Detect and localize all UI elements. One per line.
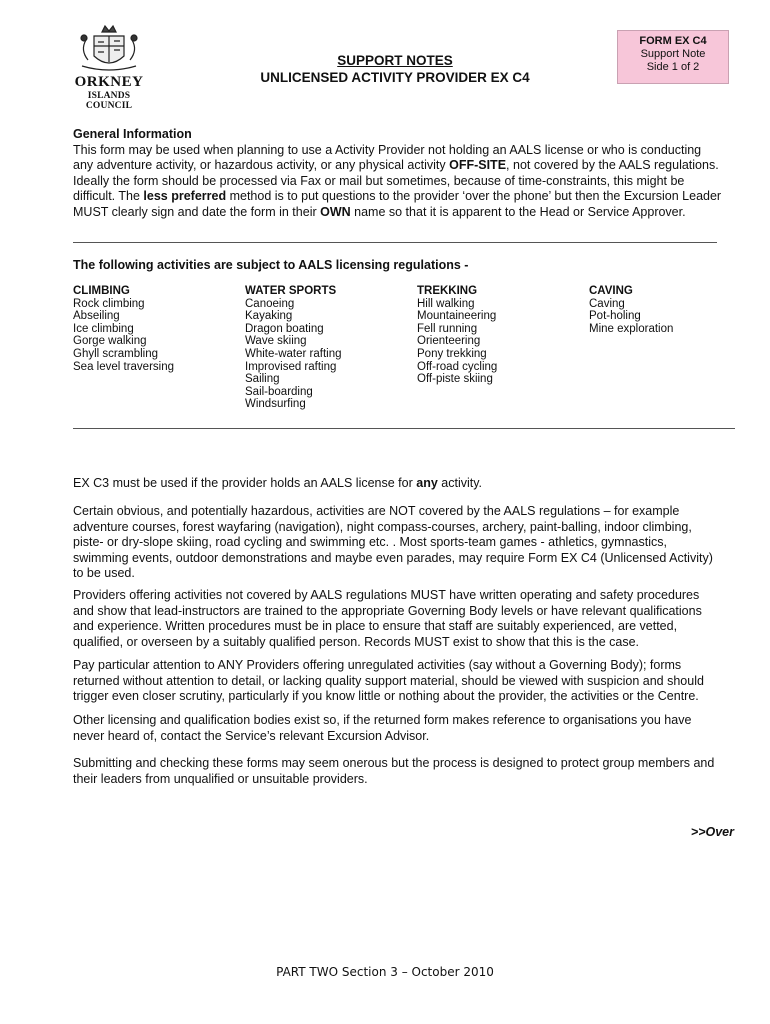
list-item: Mountaineering bbox=[417, 310, 497, 323]
list-item: White-water rafting bbox=[245, 347, 342, 360]
list-item: Caving bbox=[589, 297, 625, 310]
list-item: Off-road cycling bbox=[417, 360, 498, 373]
paragraph-providers: Providers offering activities not covered by AALS regulations MUST have written operating and safety procedures and show that lead-instructors are trained to the appropriate Governing Body levels or have relevant qualifications and experience. Written procedures must be in place to ensure that staff are suitably experienced, are vetted, qualified, or overseen by a suitably qualified person. Records MUST exist to show that this is the case. bbox=[73, 588, 702, 649]
divider-top bbox=[73, 242, 717, 243]
list-item: Improvised rafting bbox=[245, 360, 337, 373]
general-text: This form may be used when planning to use a Activity Provider not holding an AALS license or who is conducting any adventure activity, or hazardous activity, or any physical activity OFF-SITE, not covered by the AALS regulations. Ideally the form should be processed via Fax or mail but sometimes, because of time-constraints, this might be difficult. The less preferred method is to put questions to the provider ‘over the phone’ but then the Excursion Leader MUST clearly sign and date the form in their OWN name so that it is apparent to the Head or Service Approver. bbox=[73, 142, 722, 219]
list-item: Rock climbing bbox=[73, 297, 145, 310]
council-logo bbox=[64, 22, 154, 111]
activity-column-trekking bbox=[417, 285, 497, 386]
paragraph-other-bodies: Other licensing and qualification bodies exist so, if the returned form makes reference to organisations you have never heard of, contact the Service’s relevant Excursion Advisor. bbox=[73, 713, 692, 743]
list-item: Pony trekking bbox=[417, 347, 487, 360]
list-item: Hill walking bbox=[417, 297, 475, 310]
list-item: Canoeing bbox=[245, 297, 295, 310]
list-item: Mine exploration bbox=[589, 322, 674, 335]
activities-heading: The following activities are subject to AALS licensing regulations - bbox=[73, 258, 469, 272]
general-heading: General Information bbox=[73, 127, 192, 141]
paragraph-not-covered: Certain obvious, and potentially hazardous, activities are NOT covered by the AALS regulations – for example adventure courses, forest wayfaring (navigation), night compass-courses, archery, paint-balling, indoor climbing, piste- or dry-slope skiing, road cycling and swimming etc. . Most sports-team games - athletics, gymnastics, swimming events, outdoor demonstrations and maybe even parades, may require Form EX C4 (Unlicensed Activity) to be used. bbox=[73, 504, 713, 580]
list-item: Gorge walking bbox=[73, 335, 147, 348]
list-item: Ice climbing bbox=[73, 322, 134, 335]
list-item: Sea level traversing bbox=[73, 360, 174, 373]
general-information bbox=[73, 127, 723, 220]
form-note: Support Note bbox=[640, 48, 706, 60]
list-item: Orienteering bbox=[417, 335, 481, 348]
list-item: Abseiling bbox=[73, 310, 120, 323]
list-item: Pot-holing bbox=[589, 310, 641, 323]
page-footer: PART TWO Section 3 – October 2010 bbox=[276, 965, 494, 979]
logo-council: ISLANDS COUNCIL bbox=[85, 91, 133, 111]
paragraph-submitting: Submitting and checking these forms may seem onerous but the process is designed to protect group members and their leaders from unqualified or unsuitable providers. bbox=[73, 756, 715, 786]
column-title: CAVING bbox=[589, 285, 633, 297]
title-line-2: UNLICENSED ACTIVITY PROVIDER EX C4 bbox=[260, 70, 530, 85]
list-item: Ghyll scrambling bbox=[73, 347, 158, 360]
list-item: Dragon boating bbox=[245, 322, 324, 335]
form-code: FORM EX C4 bbox=[639, 35, 707, 47]
list-item: Wave skiing bbox=[245, 335, 307, 348]
paragraph-attention: Pay particular attention to ANY Providers offering unregulated activities (say without a Governing Body); forms returned without attention to detail, or lacking quality support material, should be viewed with suspicion and should trigger even closer scrutiny, particularly if you know little or nothing about the provider, the activities or the Centre. bbox=[73, 658, 704, 703]
list-item: Sailing bbox=[245, 373, 280, 386]
list-item: Kayaking bbox=[245, 310, 293, 323]
orkney-crest-icon bbox=[64, 22, 154, 74]
list-item: Sail-boarding bbox=[245, 385, 313, 398]
activity-column-water-sports bbox=[245, 285, 342, 411]
divider-bottom bbox=[73, 428, 735, 429]
list-item: Windsurfing bbox=[245, 398, 306, 411]
logo-name: ORKNEY bbox=[74, 74, 144, 90]
form-side: Side 1 of 2 bbox=[646, 61, 700, 73]
column-title: TREKKING bbox=[417, 285, 478, 297]
activity-column-caving bbox=[589, 285, 673, 335]
list-item: Off-piste skiing bbox=[417, 373, 493, 386]
form-code-box bbox=[617, 30, 729, 84]
column-title: CLIMBING bbox=[73, 285, 130, 297]
title-line-1: SUPPORT NOTES bbox=[337, 53, 453, 68]
over-indicator: >>Over bbox=[690, 825, 734, 839]
activity-column-climbing bbox=[73, 285, 174, 373]
paragraph-ex-c3: EX C3 must be used if the provider holds an AALS license for any activity. bbox=[73, 476, 483, 490]
page-title bbox=[210, 52, 580, 86]
list-item: Fell running bbox=[417, 322, 478, 335]
column-title: WATER SPORTS bbox=[245, 285, 337, 297]
